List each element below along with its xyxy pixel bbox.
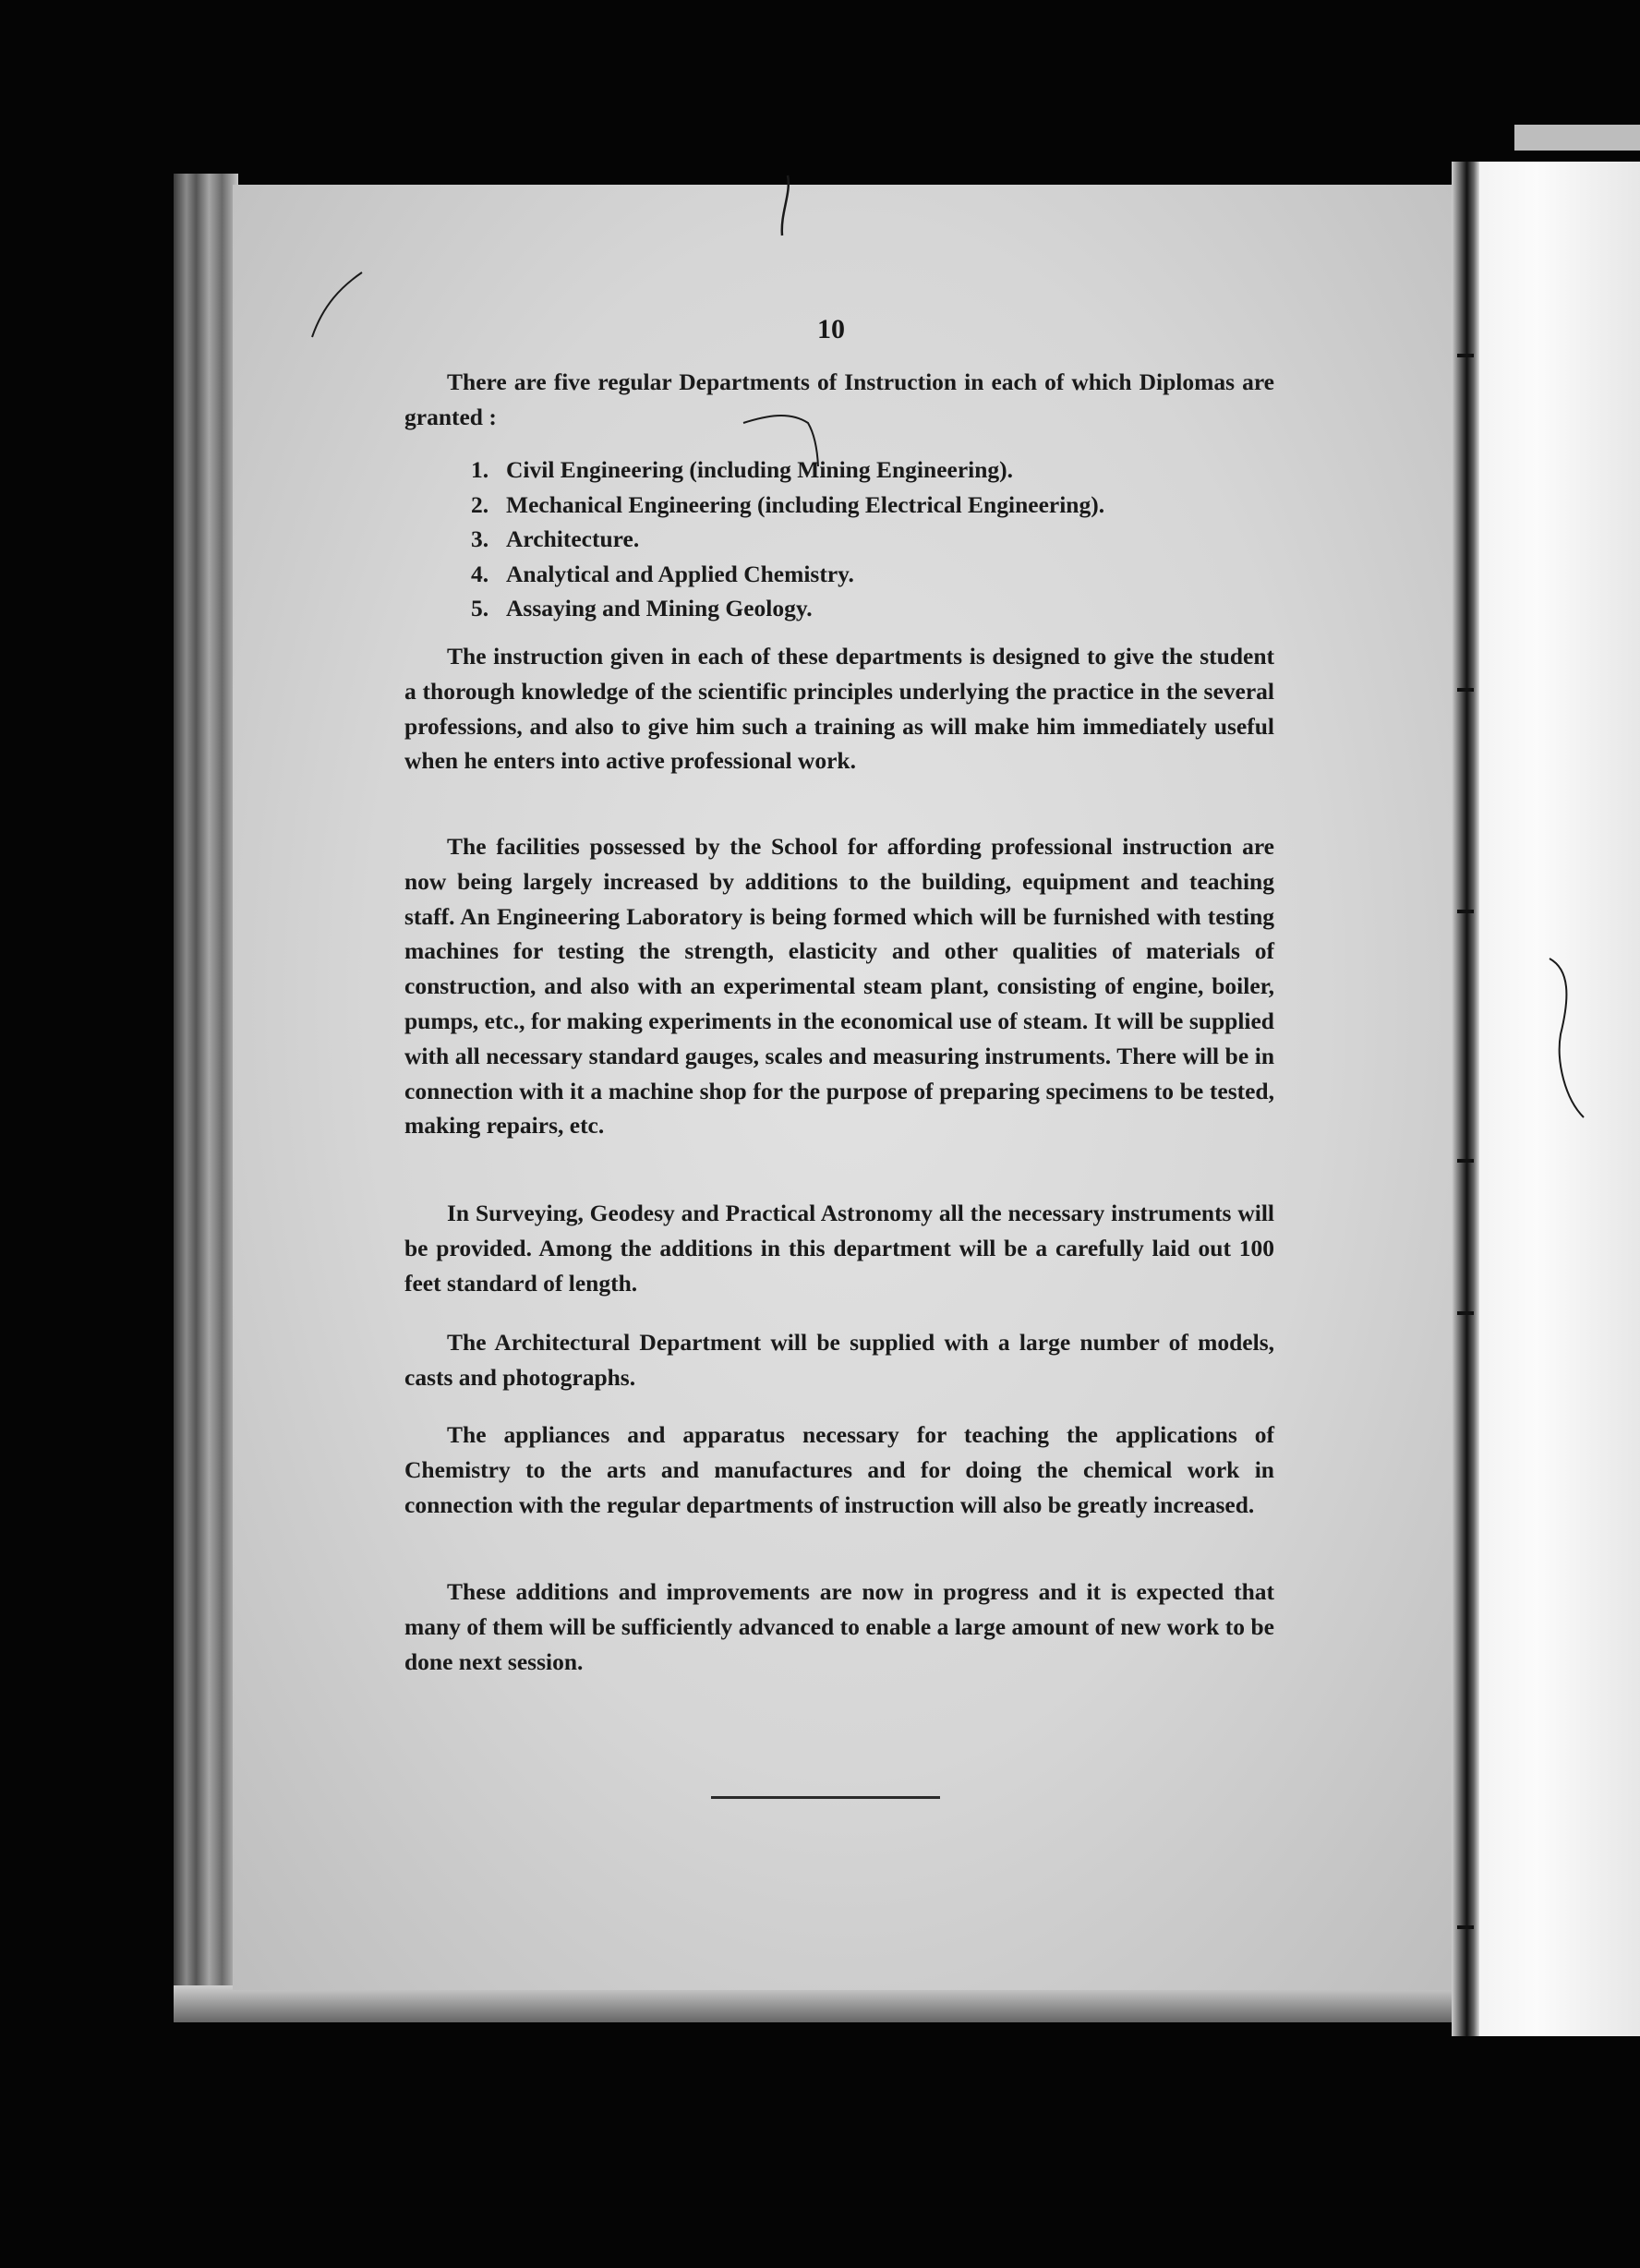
pen-mark [305, 268, 369, 342]
body-paragraph: The Architectural Department will be supplied with a large number of models, casts and photographs. [404, 1329, 1274, 1391]
body-paragraph: The appliances and apparatus necessary for teaching the applications of Chemistry to the arts and manufactures and for doing the chemical work in connection with the regular departments of instruction will also be greatly increased. [404, 1421, 1274, 1518]
page-edge-bottom [174, 1985, 1466, 2022]
binding-stitch [1457, 354, 1474, 357]
book-gutter [1452, 162, 1479, 2036]
intro-paragraph: There are five regular Departments of Instruction in each of which Diplomas are granted : [404, 368, 1274, 430]
departments-list [471, 452, 1265, 626]
list-item: 2. Mechanical Engineering (including Electrical Engineering). [471, 490, 1105, 518]
end-rule [711, 1796, 940, 1799]
binding-stitch [1457, 1925, 1474, 1929]
list-item: 5. Assaying and Mining Geology. [471, 595, 813, 621]
list-item: 1. Civil Engineering (including Mining Engineering). [471, 456, 1014, 483]
facing-page-top-edge [1514, 125, 1640, 151]
pen-bracket-mark [1542, 951, 1598, 1127]
body-paragraph: The facilities possessed by the School for affording professional instruction are now being largely increased by additions to the building, equipment and teaching staff. An Engineering Laboratory is being formed which will be furnished with testing machines for testing the strength, elasticity and other qualities of materials of construction, and also with an experimental steam plant, consisting of engine, boiler, pumps, etc., for making experiments in the economical use of steam. It will be supplied with all necessary standard gauges, scales and measuring instruments. There will be in connection with it a machine shop for the purpose of preparing specimens to be tested, making repairs, etc. [404, 833, 1274, 1140]
binding-stitch [1457, 688, 1474, 692]
pen-mark [762, 171, 799, 245]
binding-stitch [1457, 910, 1474, 913]
binding-stitch [1457, 1159, 1474, 1163]
list-item: 4. Analytical and Applied Chemistry. [471, 560, 854, 587]
list-item: 3. Architecture. [471, 525, 640, 552]
body-paragraph: In Surveying, Geodesy and Practical Astronomy all the necessary instruments will be provided. Among the additions in this department will be a carefully laid out 100 feet standard of length. [404, 1200, 1274, 1297]
page-edge-stack [174, 174, 238, 2016]
body-paragraph: These additions and improvements are now in progress and it is expected that many of them will be sufficiently advanced to enable a large amount of new work to be done next session. [404, 1578, 1274, 1675]
body-paragraph: The instruction given in each of these departments is designed to give the student a thorough knowledge of the scientific principles underlying the practice in the several professions, and also to give him such a training as will make him immediately useful when he enters into active professional work. [404, 643, 1274, 775]
binding-stitch [1457, 1311, 1474, 1315]
page-number: 10 [817, 314, 845, 344]
